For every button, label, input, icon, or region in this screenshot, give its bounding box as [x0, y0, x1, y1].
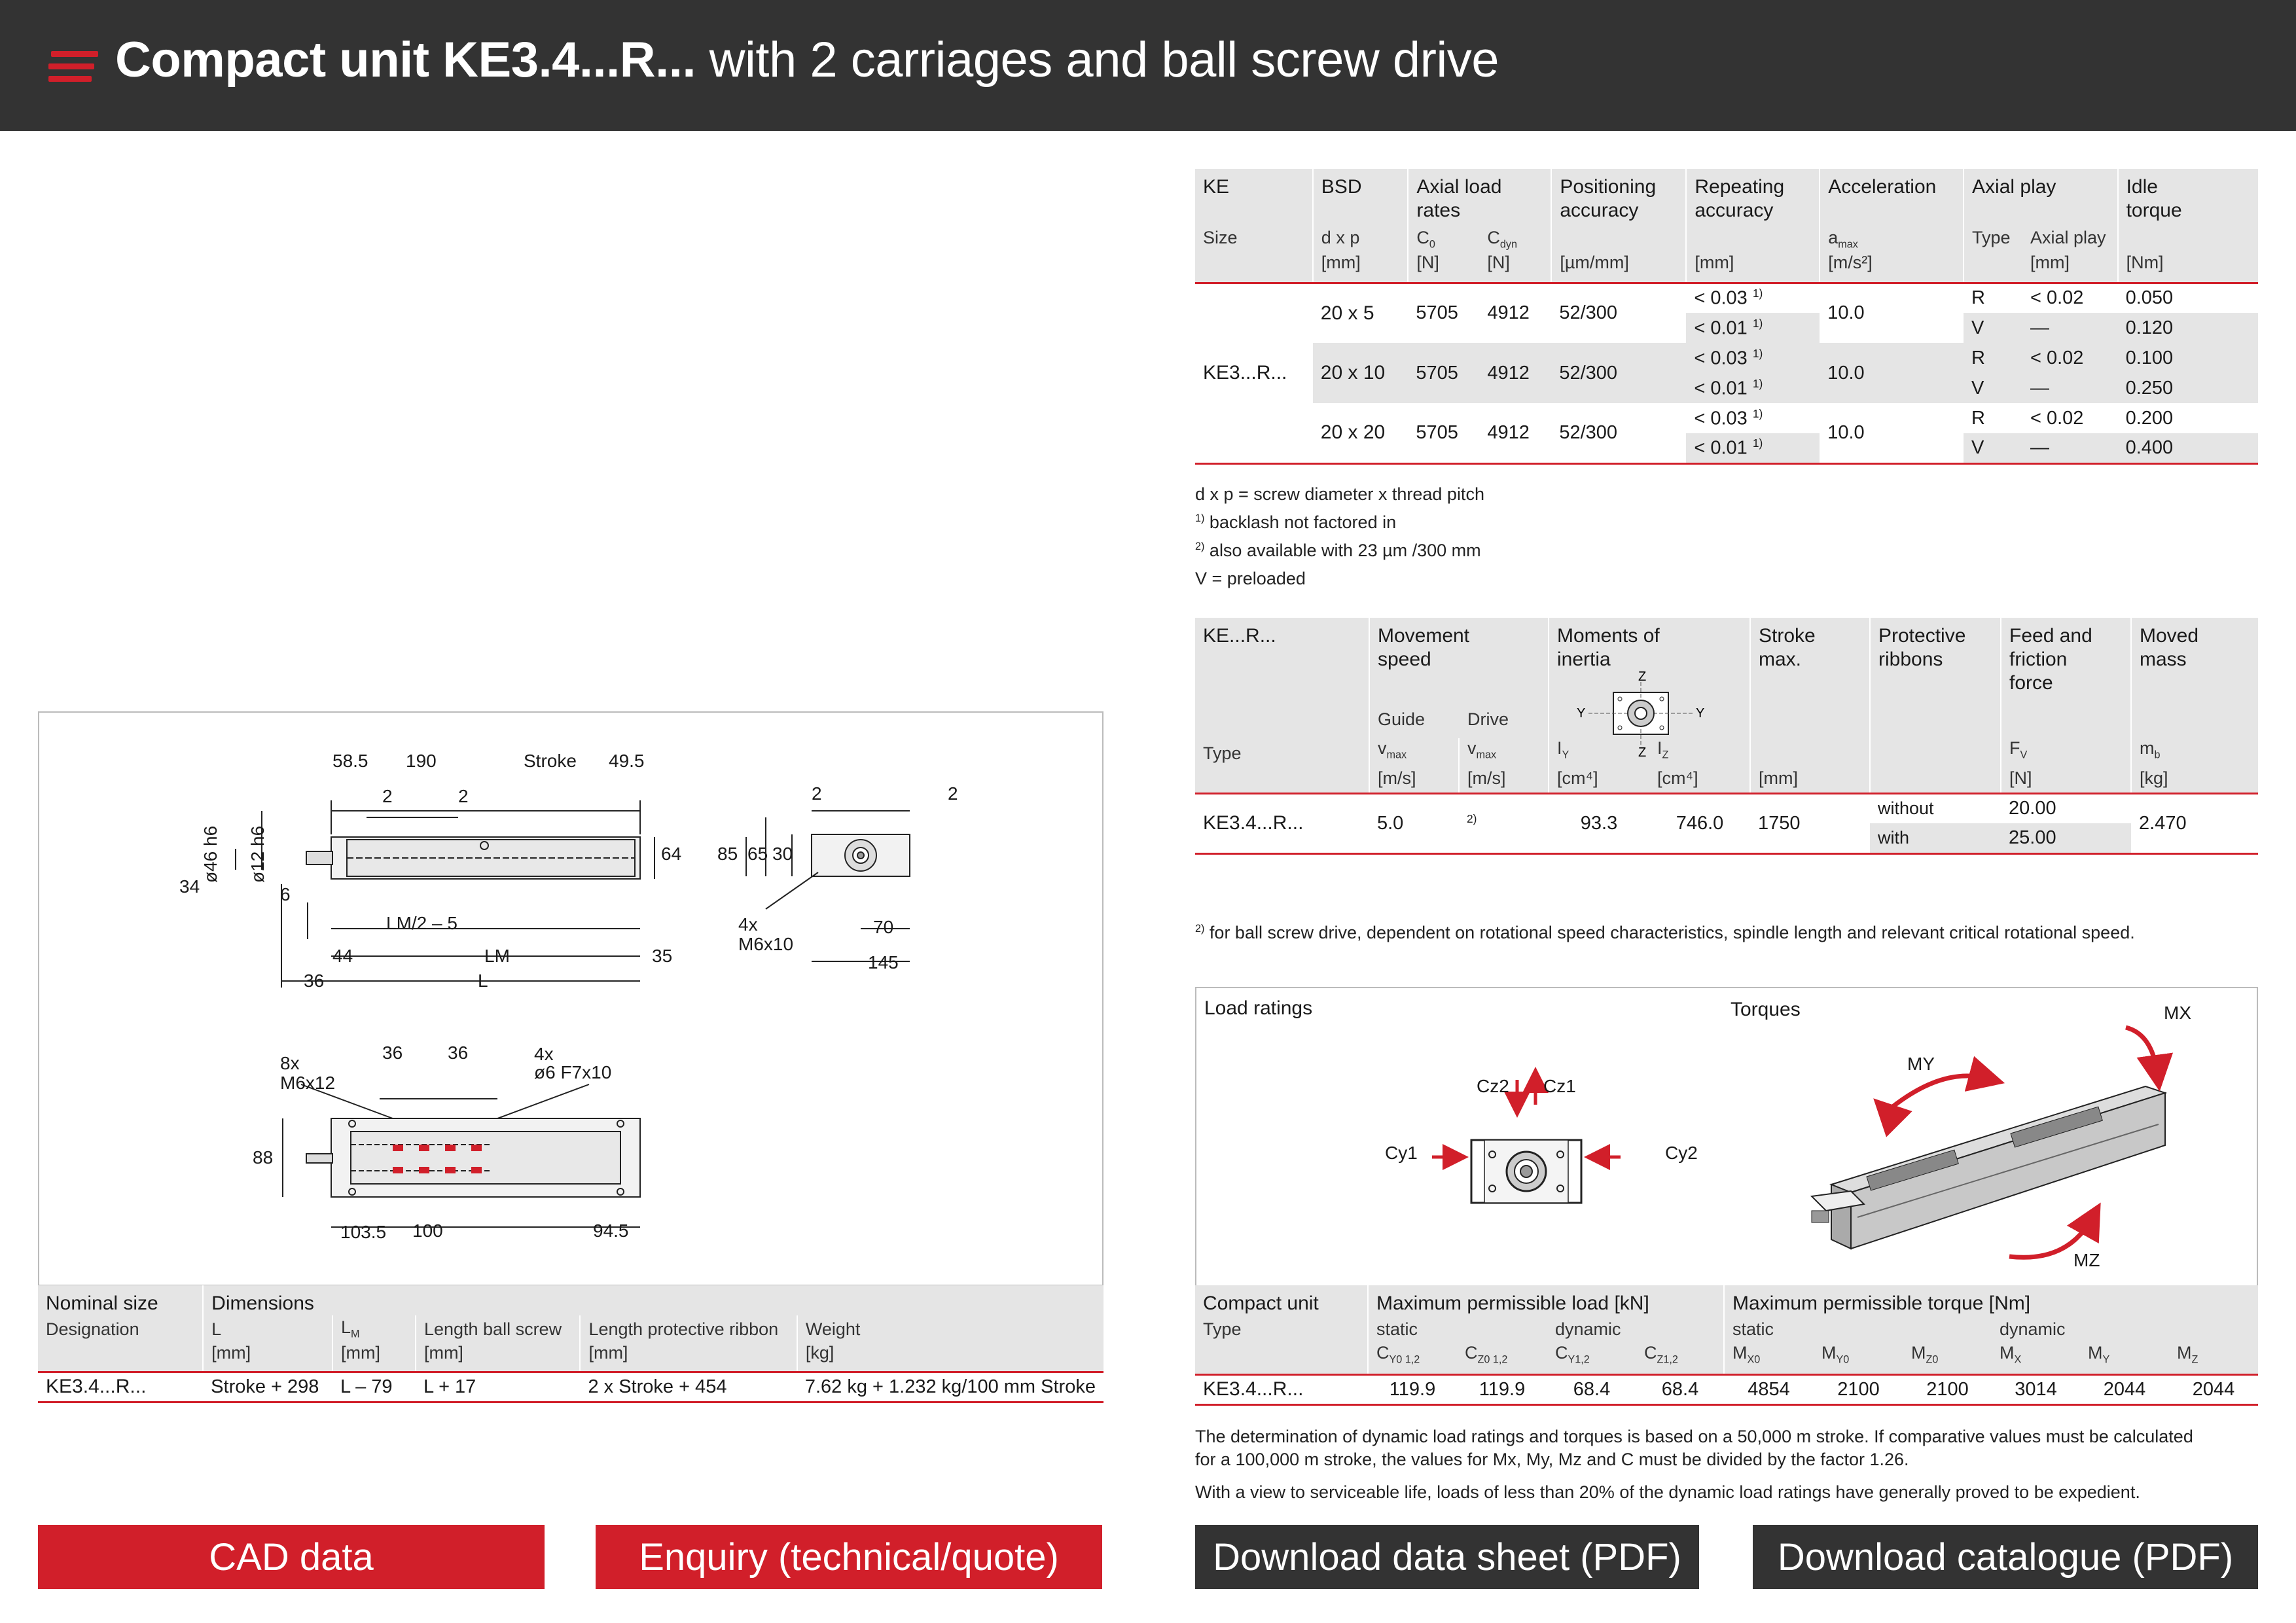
dim-35: 35	[652, 946, 673, 966]
bot-holes4: 4x	[534, 1044, 554, 1064]
inertia-axes-icon	[1575, 669, 1706, 760]
dimension-drawing-svg	[39, 713, 1102, 1285]
dim-l: L	[478, 971, 488, 991]
technical-drawing	[38, 711, 1103, 1286]
dim-2a: 2	[382, 786, 393, 806]
my-label: MY	[1907, 1054, 1935, 1074]
load-table: Compact unit Maximum permissible load [kN] Maximum permissible torque [Nm] Type static dynamic static dynamic $C_{Y0 1,2}$ $C_{Z0 1,2}$ $C_{Y1,2}$ $C_{Z1,2}$ $M_{X0}$ $M_{Y0}$ $M_{Z0}$ $M_X$ $M_Y$ $M_Z$ KE3.4...R... 119.9 119.9 68.4 68.4 4854 2100 2100 3014 2044 2044	[1195, 1285, 2258, 1406]
load-torque-diagram	[1196, 988, 2257, 1287]
dim-64: 64	[661, 844, 682, 864]
svg-text:Y: Y	[1696, 706, 1705, 721]
bot-holes8: 8x	[280, 1053, 300, 1073]
download-catalogue-button[interactable]: Download catalogue (PDF)	[1753, 1525, 2258, 1589]
note-ballscrew: $^{2)}$ for ball screw drive, dependent on rotational speed characteristics, spindle length and relevant critical rotational speed.	[1195, 923, 2135, 942]
note-backlash: $^{1)}$ backlash not factored in	[1195, 512, 1397, 532]
dim-dia46: ø46 h6	[200, 825, 221, 883]
menu-icon[interactable]	[48, 51, 96, 82]
bot-dim-36b: 36	[448, 1043, 469, 1063]
note-dxp: d x p = screw diameter x thread pitch	[1195, 484, 1484, 504]
dim-34: 34	[179, 876, 200, 897]
note-50000: The determination of dynamic load ratings and torques is based on a 50,000 m stroke. If comparative values must be calculated	[1195, 1427, 2193, 1446]
dimensions-table: Nominal size Dimensions Designation L $L_M$ Length ball screw Length protective ribbon Weight [mm] [mm] [mm] [mm] [kg] KE3.4...R... Stroke + 298 L – 79 L + 17 2 x Stroke + 454 7.62 kg + 1.232 kg/100 mm Stroke	[38, 1285, 1103, 1403]
dim-190: 190	[406, 751, 437, 771]
note-preloaded: V = preloaded	[1195, 569, 1306, 588]
torque-iso-view	[1812, 1027, 2165, 1257]
svg-text:Y: Y	[1577, 706, 1586, 721]
end-dim-30: 30	[772, 844, 793, 864]
note-also: $^{2)}$ also available with 23 µm /300 mm	[1195, 541, 1481, 560]
load-ratings-title: Load ratings	[1204, 997, 1313, 1019]
end-dim-145: 145	[868, 952, 899, 972]
dim-2b: 2	[458, 786, 469, 806]
mz-label: MZ	[2073, 1250, 2100, 1270]
cz2-label: Cz2	[1477, 1076, 1509, 1096]
cy2-label: Cy2	[1665, 1143, 1698, 1163]
end-dim-65: 65	[747, 844, 768, 864]
enquiry-button[interactable]: Enquiry (technical/quote)	[596, 1525, 1102, 1589]
mx-label: MX	[2164, 1003, 2191, 1023]
dim-lm: LM	[484, 946, 510, 966]
page-header	[0, 0, 2296, 131]
bot-dim-94-5: 94.5	[593, 1221, 629, 1241]
cad-data-button[interactable]: CAD data	[38, 1525, 545, 1589]
dim-dia12: ø12 h6	[247, 825, 268, 883]
end-thread: M6x10	[738, 934, 794, 954]
accuracy-table: KE BSD Axial load rates Positioning accuracy Repeating accuracy Acceleration Axial play Idle torque Size d x p $C_0$ $C_{dyn}$ $a_{max}$ Type Axial play [mm] [N] [N] [µm/mm] [mm] [m/s²] [mm] [Nm] KE3...R... 20 x 5 5705 4912 52/300 < 0.03 $^{1)}$ 10.0 R < 0.02 0.050 < 0.01 $^{1)}$ V — 0.120 20 x 10 5705 4912 52/300 < 0.03 $^{1)}$ 10.0 R < 0.02 0.100 < 0.01 $^{1)}$ V — 0.250 20 x 20 5705 4912 52/300 < 0.03 $^{1)}$ 10.0 R < 0.02 0.200 < 0.01 $^{1)}$ V — 0.400	[1195, 169, 2258, 465]
dim-36: 36	[304, 971, 325, 991]
bot-dim-36a: 36	[382, 1043, 403, 1063]
load-torque-figure	[1195, 987, 2258, 1288]
dim-49-5: 49.5	[609, 751, 645, 771]
dim-6: 6	[280, 884, 291, 904]
movement-table: KE...R... Movement speed Moments of inertia Z Z Y Y Stroke max. Protective ribbons Feed and friction force Moved mass Type Guide $v_{max}$ Drive $v_{max}$ $I_Y$ $I_Z$ $F_V$ $m_b$ [m/s] [m/s] [cm⁴] [cm⁴] [mm] [N] [kg] KE3.4...R... 5.0 $^{2)}$ 93.3 746.0 1750 without 20.00 2.470 with 25.00	[1195, 618, 2258, 855]
cz1-label: Cz1	[1543, 1076, 1576, 1096]
note-serviceable: With a view to serviceable life, loads of less than 20% of the dynamic load ratings have generally proved to be expedient.	[1195, 1482, 2140, 1502]
torques-title: Torques	[1731, 999, 1801, 1020]
dim-44: 44	[332, 946, 353, 966]
page-title: Compact unit KE3.4...R... with 2 carriages and ball screw drive	[115, 32, 1499, 88]
cy1-label: Cy1	[1385, 1143, 1418, 1163]
download-datasheet-button[interactable]: Download data sheet (PDF)	[1195, 1525, 1699, 1589]
end-dim-2b: 2	[948, 783, 958, 804]
svg-text:Z: Z	[1638, 669, 1647, 684]
bot-dim-100: 100	[412, 1221, 443, 1241]
bot-pin: ø6 F7x10	[534, 1062, 612, 1082]
svg-text:Z: Z	[1638, 745, 1647, 760]
end-holes: 4x	[738, 914, 758, 935]
dim-stroke: Stroke	[524, 751, 577, 771]
bot-dim-88: 88	[253, 1147, 274, 1168]
bot-dim-103-5: 103.5	[340, 1222, 387, 1242]
note-100000: for a 100,000 m stroke, the values for Mx, My, Mz and C must be divided by the factor 1.26.	[1195, 1450, 1909, 1469]
load-rating-end-view	[1432, 1080, 1621, 1203]
dim-lm2: LM/2 – 5	[386, 913, 457, 933]
end-dim-85: 85	[717, 844, 738, 864]
end-dim-2a: 2	[812, 783, 822, 804]
bot-thread8: M6x12	[280, 1073, 336, 1093]
dim-58-5: 58.5	[332, 751, 368, 771]
size-label: KE3...R...	[1203, 362, 1287, 383]
end-dim-70: 70	[873, 917, 894, 937]
